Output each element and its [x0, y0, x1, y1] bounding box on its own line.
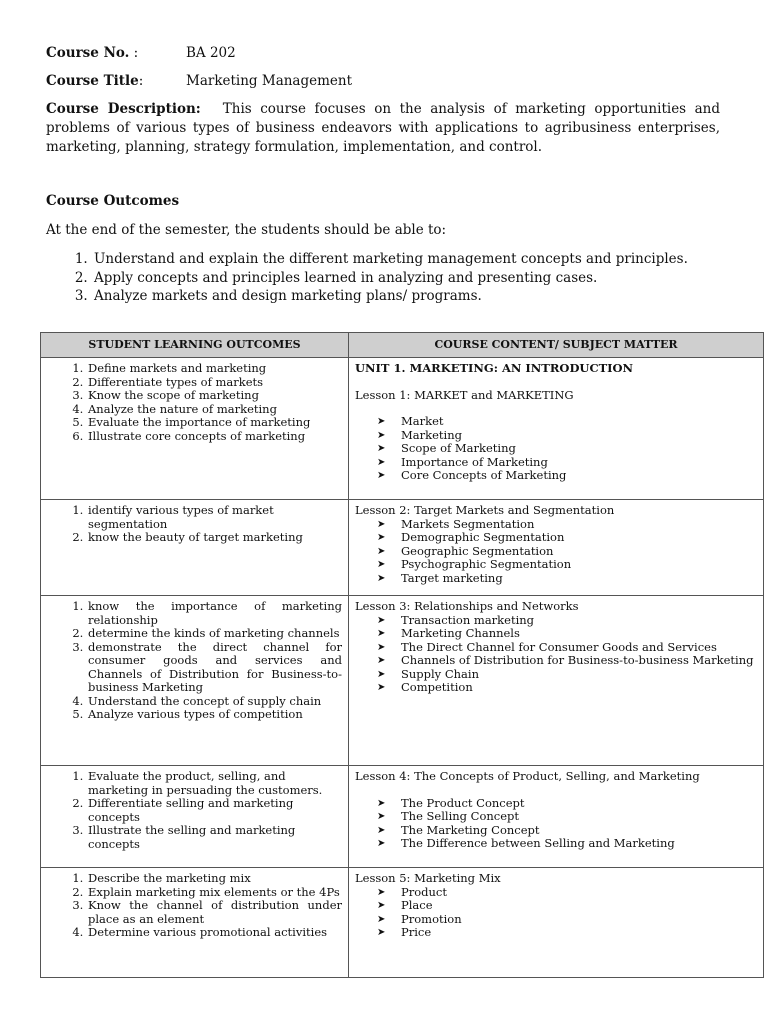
table-body: [41, 358, 764, 978]
lesson-title: Lesson 2: Target Markets and Segmentation: [355, 503, 615, 517]
topic-item: [377, 824, 757, 838]
slo-item: 4. Determine various promotional activities: [87, 926, 342, 940]
course-outcomes-list: [46, 250, 720, 306]
arrow-bullet-icon: ➤: [377, 532, 386, 543]
topic-item: [377, 627, 757, 641]
topic-item: [377, 469, 757, 483]
topic-item: [377, 681, 757, 695]
slo-item: 3. Know the scope of marketing: [87, 389, 342, 403]
topic-item: [377, 558, 757, 572]
topic-text: Transaction marketing: [401, 612, 535, 627]
arrow-bullet-icon: ➤: [377, 545, 386, 557]
topic-text: Channels of Distribution for Business-to-business Marketing: [401, 653, 754, 667]
topic-item: [377, 456, 757, 470]
topic-text: The Direct Channel for Consumer Goods and Services: [401, 639, 717, 654]
course-title-sep: :: [138, 73, 144, 89]
topic-text: The Product Concept: [401, 795, 525, 810]
topic-list: [355, 886, 757, 940]
course-outcome-item: 3. Analyze markets and design marketing plans/ programs.: [92, 287, 720, 306]
topic-item: [377, 442, 757, 456]
arrow-bullet-icon: ➤: [377, 470, 386, 481]
topic-text: Promotion: [401, 911, 462, 926]
slo-cell: [41, 766, 349, 868]
slo-item: 2. Differentiate types of markets: [87, 376, 342, 390]
topic-item: [377, 913, 757, 927]
lesson-title: Lesson 1: MARKET and MARKETING: [355, 387, 574, 402]
slo-item: 3. Illustrate the selling and marketing concepts: [87, 824, 342, 851]
topic-item: [377, 797, 757, 811]
unit-heading: UNIT 1. MARKETING: AN INTRODUCTION: [355, 361, 634, 375]
topic-item: [377, 518, 757, 532]
course-outcomes-heading: Course Outcomes: [46, 193, 180, 209]
topic-text: Geographic Segmentation: [401, 543, 554, 558]
slo-item: 1. know the importance of marketing relationship: [87, 600, 342, 627]
course-outcomes-intro: At the end of the semester, the students should be able to:: [46, 222, 447, 238]
topic-item: [377, 531, 757, 545]
slo-item: 1. identify various types of market segmentation: [87, 504, 342, 531]
topic-list: [355, 415, 757, 483]
course-no-value: BA 202: [186, 45, 236, 61]
slo-item: 3. Know the channel of distribution under place as an element: [87, 899, 342, 926]
arrow-bullet-icon: ➤: [377, 628, 386, 639]
topic-text: Markets Segmentation: [401, 516, 535, 531]
slo-item: 2. determine the kinds of marketing channels: [87, 627, 342, 641]
slo-item: 2. know the beauty of target marketing: [87, 531, 342, 545]
arrow-bullet-icon: ➤: [377, 518, 386, 530]
slo-item: 1. Evaluate the product, selling, and marketing in persuading the customers.: [87, 770, 342, 797]
topic-text: Psychographic Segmentation: [401, 557, 572, 571]
topic-text: Core Concepts of Marketing: [401, 468, 567, 482]
slo-list: [47, 770, 342, 851]
slo-list: [47, 600, 342, 722]
course-no-line: [46, 44, 236, 62]
arrow-bullet-icon: ➤: [377, 641, 386, 653]
table-row: [41, 500, 764, 596]
topic-text: Marketing: [401, 427, 462, 442]
lesson-title: Lesson 3: Relationships and Networks: [355, 599, 579, 613]
arrow-bullet-icon: ➤: [377, 443, 386, 454]
topic-text: The Difference between Selling and Marketing: [401, 836, 675, 850]
topic-list: [355, 797, 757, 851]
course-description: [46, 100, 720, 157]
slo-item: 6. Illustrate core concepts of marketing: [87, 430, 342, 444]
slo-item: 2. Differentiate selling and marketing concepts: [87, 797, 342, 824]
learning-outcomes-table: [40, 332, 764, 978]
lesson-title: Lesson 5: Marketing Mix: [355, 871, 501, 885]
arrow-bullet-icon: ➤: [377, 682, 386, 693]
topic-text: Price: [401, 925, 432, 939]
topic-text: Marketing Channels: [401, 626, 520, 640]
table-header-row: [41, 333, 764, 358]
topic-text: Scope of Marketing: [401, 441, 516, 455]
course-no-label: Course No.: [46, 45, 130, 61]
topic-text: Importance of Marketing: [401, 454, 548, 469]
slo-item: 5. Analyze various types of competition: [87, 708, 342, 722]
arrow-bullet-icon: ➤: [377, 838, 386, 849]
table-row: [41, 766, 764, 868]
arrow-bullet-icon: ➤: [377, 559, 386, 570]
topic-list: [355, 518, 757, 586]
course-title-line: [46, 72, 353, 90]
slo-list: [47, 362, 342, 443]
slo-cell: [41, 596, 349, 766]
slo-item: 2. Explain marketing mix elements or the 4Ps: [87, 886, 342, 900]
slo-cell: [41, 358, 349, 500]
arrow-bullet-icon: ➤: [377, 811, 386, 822]
course-no-sep: :: [129, 45, 139, 61]
topic-item: [377, 810, 757, 824]
topic-item: [377, 654, 757, 668]
slo-list: [47, 504, 342, 545]
topic-item: [377, 641, 757, 655]
topic-item: [377, 545, 757, 559]
spacer: [355, 376, 757, 389]
topic-text: Market: [401, 414, 444, 428]
lesson-title: Lesson 4: The Concepts of Product, Selling, and Marketing: [355, 769, 700, 783]
slo-item: 4. Understand the concept of supply chain: [87, 695, 342, 709]
topic-text: Supply Chain: [401, 666, 479, 681]
topic-item: [377, 415, 757, 429]
content-cell: [349, 868, 764, 978]
topic-item: [377, 572, 757, 586]
course-outcome-item: 1. Understand and explain the different marketing management concepts and principles.: [92, 250, 720, 269]
topic-item: [377, 668, 757, 682]
topic-text: The Selling Concept: [401, 809, 520, 823]
course-outcome-item: 2. Apply concepts and principles learned in analyzing and presenting cases.: [92, 269, 720, 288]
topic-text: Place: [401, 898, 433, 912]
topic-text: Target marketing: [401, 570, 503, 585]
content-cell: [349, 766, 764, 868]
topic-list: [355, 614, 757, 695]
header-course-content: COURSE CONTENT/ SUBJECT MATTER: [349, 333, 764, 358]
arrow-bullet-icon: ➤: [377, 614, 386, 626]
topic-item: [377, 614, 757, 628]
table-row: [41, 868, 764, 978]
course-description-text: This course focuses on the analysis of marketing opportunities and problems of various types of business endeavors with applications to agribusiness enterprises, marketing, planning, strategy formulation, implementation, and control.: [46, 101, 721, 155]
arrow-bullet-icon: ➤: [377, 824, 386, 836]
content-cell: [349, 596, 764, 766]
arrow-bullet-icon: ➤: [377, 456, 386, 468]
header-student-learning-outcomes: STUDENT LEARNING OUTCOMES: [41, 333, 349, 358]
course-title-label: Course Title: [46, 73, 139, 89]
slo-item: 1. Describe the marketing mix: [87, 872, 342, 886]
topic-item: [377, 429, 757, 443]
arrow-bullet-icon: ➤: [377, 927, 386, 938]
arrow-bullet-icon: ➤: [377, 668, 386, 680]
content-cell: [349, 358, 764, 500]
slo-item: 5. Evaluate the importance of marketing: [87, 416, 342, 430]
slo-cell: [41, 500, 349, 596]
arrow-bullet-icon: ➤: [377, 797, 386, 809]
topic-text: The Marketing Concept: [401, 822, 540, 837]
arrow-bullet-icon: ➤: [377, 572, 386, 584]
table-row: [41, 596, 764, 766]
slo-list: [47, 872, 342, 940]
course-description-label: Course Description:: [46, 101, 201, 117]
slo-item: 1. Define markets and marketing: [87, 362, 342, 376]
arrow-bullet-icon: ➤: [377, 913, 386, 925]
topic-item: [377, 899, 757, 913]
topic-text: Demographic Segmentation: [401, 530, 565, 544]
topic-item: [377, 886, 757, 900]
slo-item: 4. Analyze the nature of marketing: [87, 403, 342, 417]
arrow-bullet-icon: ➤: [377, 416, 386, 427]
topic-item: [377, 837, 757, 851]
arrow-bullet-icon: ➤: [377, 886, 386, 898]
arrow-bullet-icon: ➤: [377, 655, 386, 666]
table-row: [41, 358, 764, 500]
slo-cell: [41, 868, 349, 978]
topic-text: Product: [401, 884, 447, 899]
arrow-bullet-icon: ➤: [377, 900, 386, 911]
content-cell: [349, 500, 764, 596]
slo-item: 3. demonstrate the direct channel for consumer goods and services and Channels of Distribution for Business-to-business Marketing: [87, 641, 342, 695]
course-title-value: Marketing Management: [186, 73, 353, 89]
arrow-bullet-icon: ➤: [377, 429, 386, 441]
topic-item: [377, 926, 757, 940]
topic-text: Competition: [401, 680, 473, 694]
